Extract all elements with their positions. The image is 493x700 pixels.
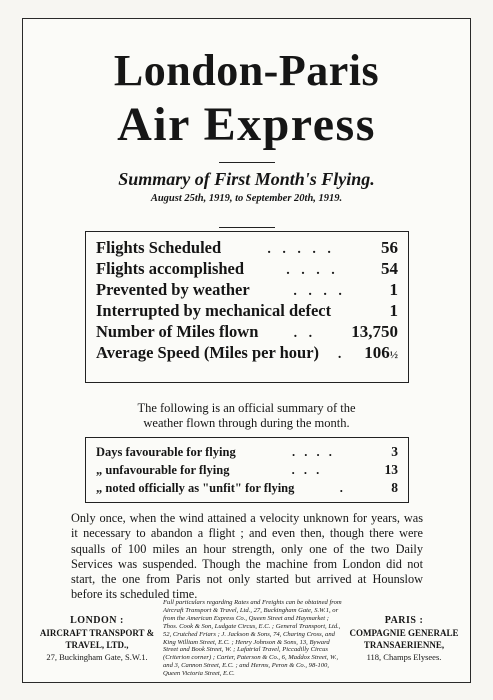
weather-row <box>96 462 398 480</box>
summary-row <box>96 280 398 301</box>
weather-label: „ unfavourable for flying <box>96 463 230 477</box>
summary-row <box>96 301 398 322</box>
summary-row <box>96 322 398 343</box>
divider-bottom <box>219 227 275 228</box>
london-heading: LONDON : <box>70 615 124 626</box>
summary-row <box>96 343 398 364</box>
leader-dots: . . . . <box>293 284 346 299</box>
title-line-2: Air Express <box>117 98 376 151</box>
flight-summary-box <box>85 231 409 383</box>
weather-value: 13 <box>384 462 398 477</box>
weather-intro-line-1: The following is an official summary of the <box>137 401 356 415</box>
summary-value: 56 <box>381 238 398 257</box>
summary-label: Flights accomplished <box>96 259 245 278</box>
summary-label: Average Speed (Miles per hour) <box>96 343 320 362</box>
summary-value: 54 <box>381 259 398 278</box>
date-range: August 25th, 1919, to September 20th, 1919. <box>150 193 343 204</box>
poster-frame <box>22 18 471 683</box>
weather-value: 3 <box>391 444 398 459</box>
weather-intro-line-2: weather flown through during the month. <box>143 416 350 430</box>
subtitle: Summary of First Month's Flying. <box>118 169 375 189</box>
weather-intro <box>23 401 470 431</box>
paris-company-line-2: TRANSAERIENNE, <box>363 640 445 650</box>
weather-label: „ noted officially as "unfit" for flying <box>96 481 295 495</box>
weather-label: Days favourable for flying <box>96 445 236 459</box>
paris-address: 118, Champs Elysees. <box>366 652 442 662</box>
body-paragraph: Only once, when the wind attained a velocity unknown for years, was it necessary to abandon a flight ; and even then, though there were squalls of 100 miles an hour strength, only one of the two Daily Services was suspended. Though the machine from London did not start, the one from Paris not only started but arrived at Hounslow before its scheduled time. <box>71 511 423 602</box>
london-company-line-1: AIRCRAFT TRANSPORT & <box>39 628 155 638</box>
summary-value <box>364 343 398 363</box>
divider-top <box>219 162 275 163</box>
booking-info: Full particulars regarding Rates and Freights can be obtained from Aircraft Transport & Travel, Ltd., 27, Buckingham Gate, S.W.1, or from the American Express Co., Queen Street and Haymarket ; Thos. Cook & Son, Ludgate Circus, E.C. ; General Transport, Ltd., 52, Crutched Friars ; J. Jackson & Sons, 74, Charing Cross, and King William Street, E.C. ; Henry Johnson & Sons, 13, Byward Street and Book Street, W. ; Lafatrial Travel, Piccadilly Circus (Criterion corner) ; Carter, Paterson & Co., 6, Maddox Street, W., and 3, Cannon Street, E.C. ; and Herms, Peron & Co., 98-100, Queen Victoria Street, E.C. <box>163 599 342 678</box>
summary-row <box>96 238 398 259</box>
leader-dots: . . . <box>291 463 323 477</box>
summary-label: Number of Miles flown <box>96 322 259 341</box>
london-company-line-2: TRAVEL, LTD., <box>65 640 129 650</box>
paris-office <box>343 615 465 663</box>
speed-whole: 106 <box>364 343 390 362</box>
leader-dots: . <box>337 347 346 362</box>
summary-label: Flights Scheduled <box>96 238 222 257</box>
leader-dots: . . . . <box>286 263 339 278</box>
london-office <box>33 615 161 663</box>
leader-dots: . . . . <box>292 445 335 459</box>
title-line-1: London-Paris <box>113 46 380 95</box>
leader-dots: . <box>339 481 346 495</box>
summary-value: 1 <box>389 301 398 320</box>
leader-dots: . . . . . <box>267 242 335 257</box>
weather-summary-box <box>85 437 409 503</box>
summary-label: Interrupted by mechanical defect <box>96 301 332 320</box>
weather-row <box>96 444 398 462</box>
weather-value: 8 <box>391 480 398 495</box>
leader-dots: . . <box>293 326 317 341</box>
speed-fraction: ½ <box>389 349 398 361</box>
paris-company-line-1: COMPAGNIE GENERALE <box>349 628 459 638</box>
summary-row <box>96 259 398 280</box>
paris-heading: PARIS : <box>384 615 424 626</box>
london-address: 27, Buckingham Gate, S.W.1. <box>46 652 148 662</box>
summary-value: 1 <box>389 280 398 299</box>
summary-value: 13,750 <box>351 322 398 341</box>
weather-row <box>96 480 398 498</box>
summary-label: Prevented by weather <box>96 280 250 299</box>
